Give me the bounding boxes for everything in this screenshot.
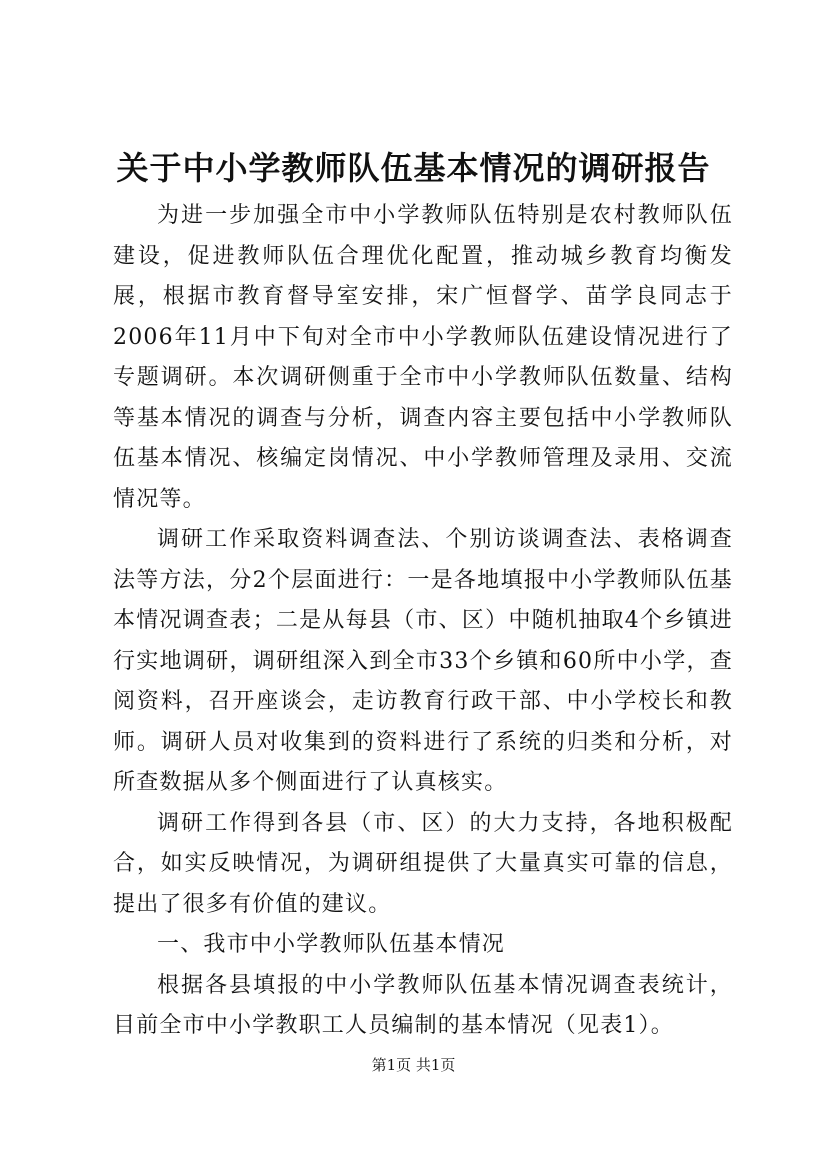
document-title: 关于中小学教师队伍基本情况的调研报告 [116,149,711,187]
paragraph-intro: 为进一步加强全市中小学教师队伍特别是农村教师队伍建设，促进教师队伍合理优化配置，推动城乡教育均衡发展，根据市教育督导室安排，宋广恒督学、苗学良同志于2006年11月中下旬对全市中小学教师队伍建设情况进行了专题调研。本次调研侧重于全市中小学教师队伍数量、结构等基本情况的调查与分析，调查内容主要包括中小学教师队伍基本情况、核编定岗情况、中小学教师管理及录用、交流情况等。 [113,203,733,512]
paragraph-section-one: 根据各县填报的中小学教师队伍基本情况调查表统计，目前全市中小学教职工人员编制的基本情况（见表1）。 [113,972,733,1038]
paragraph-support: 调研工作得到各县（市、区）的大力支持，各地积极配合，如实反映情况，为调研组提供了大量真实可靠的信息，提出了很多有价值的建议。 [113,810,733,917]
paragraph-methods: 调研工作采取资料调查法、个别访谈调查法、表格调查法等方法，分2个层面进行：一是各地填报中小学教师队伍基本情况调查表；二是从每县（市、区）中随机抽取4个乡镇进行实地调研，调研组深入到全市33个乡镇和60所中小学，查阅资料，召开座谈会，走访教育行政干部、中小学校长和教师。调研人员对收集到的资料进行了系统的归类和分析，对所查数据从多个侧面进行了认真核实。 [113,527,733,795]
page-number-footer: 第1页 共1页 [371,1056,456,1074]
document-body [113,196,733,1047]
section-heading: 一、我市中小学教师队伍基本情况 [157,932,506,957]
